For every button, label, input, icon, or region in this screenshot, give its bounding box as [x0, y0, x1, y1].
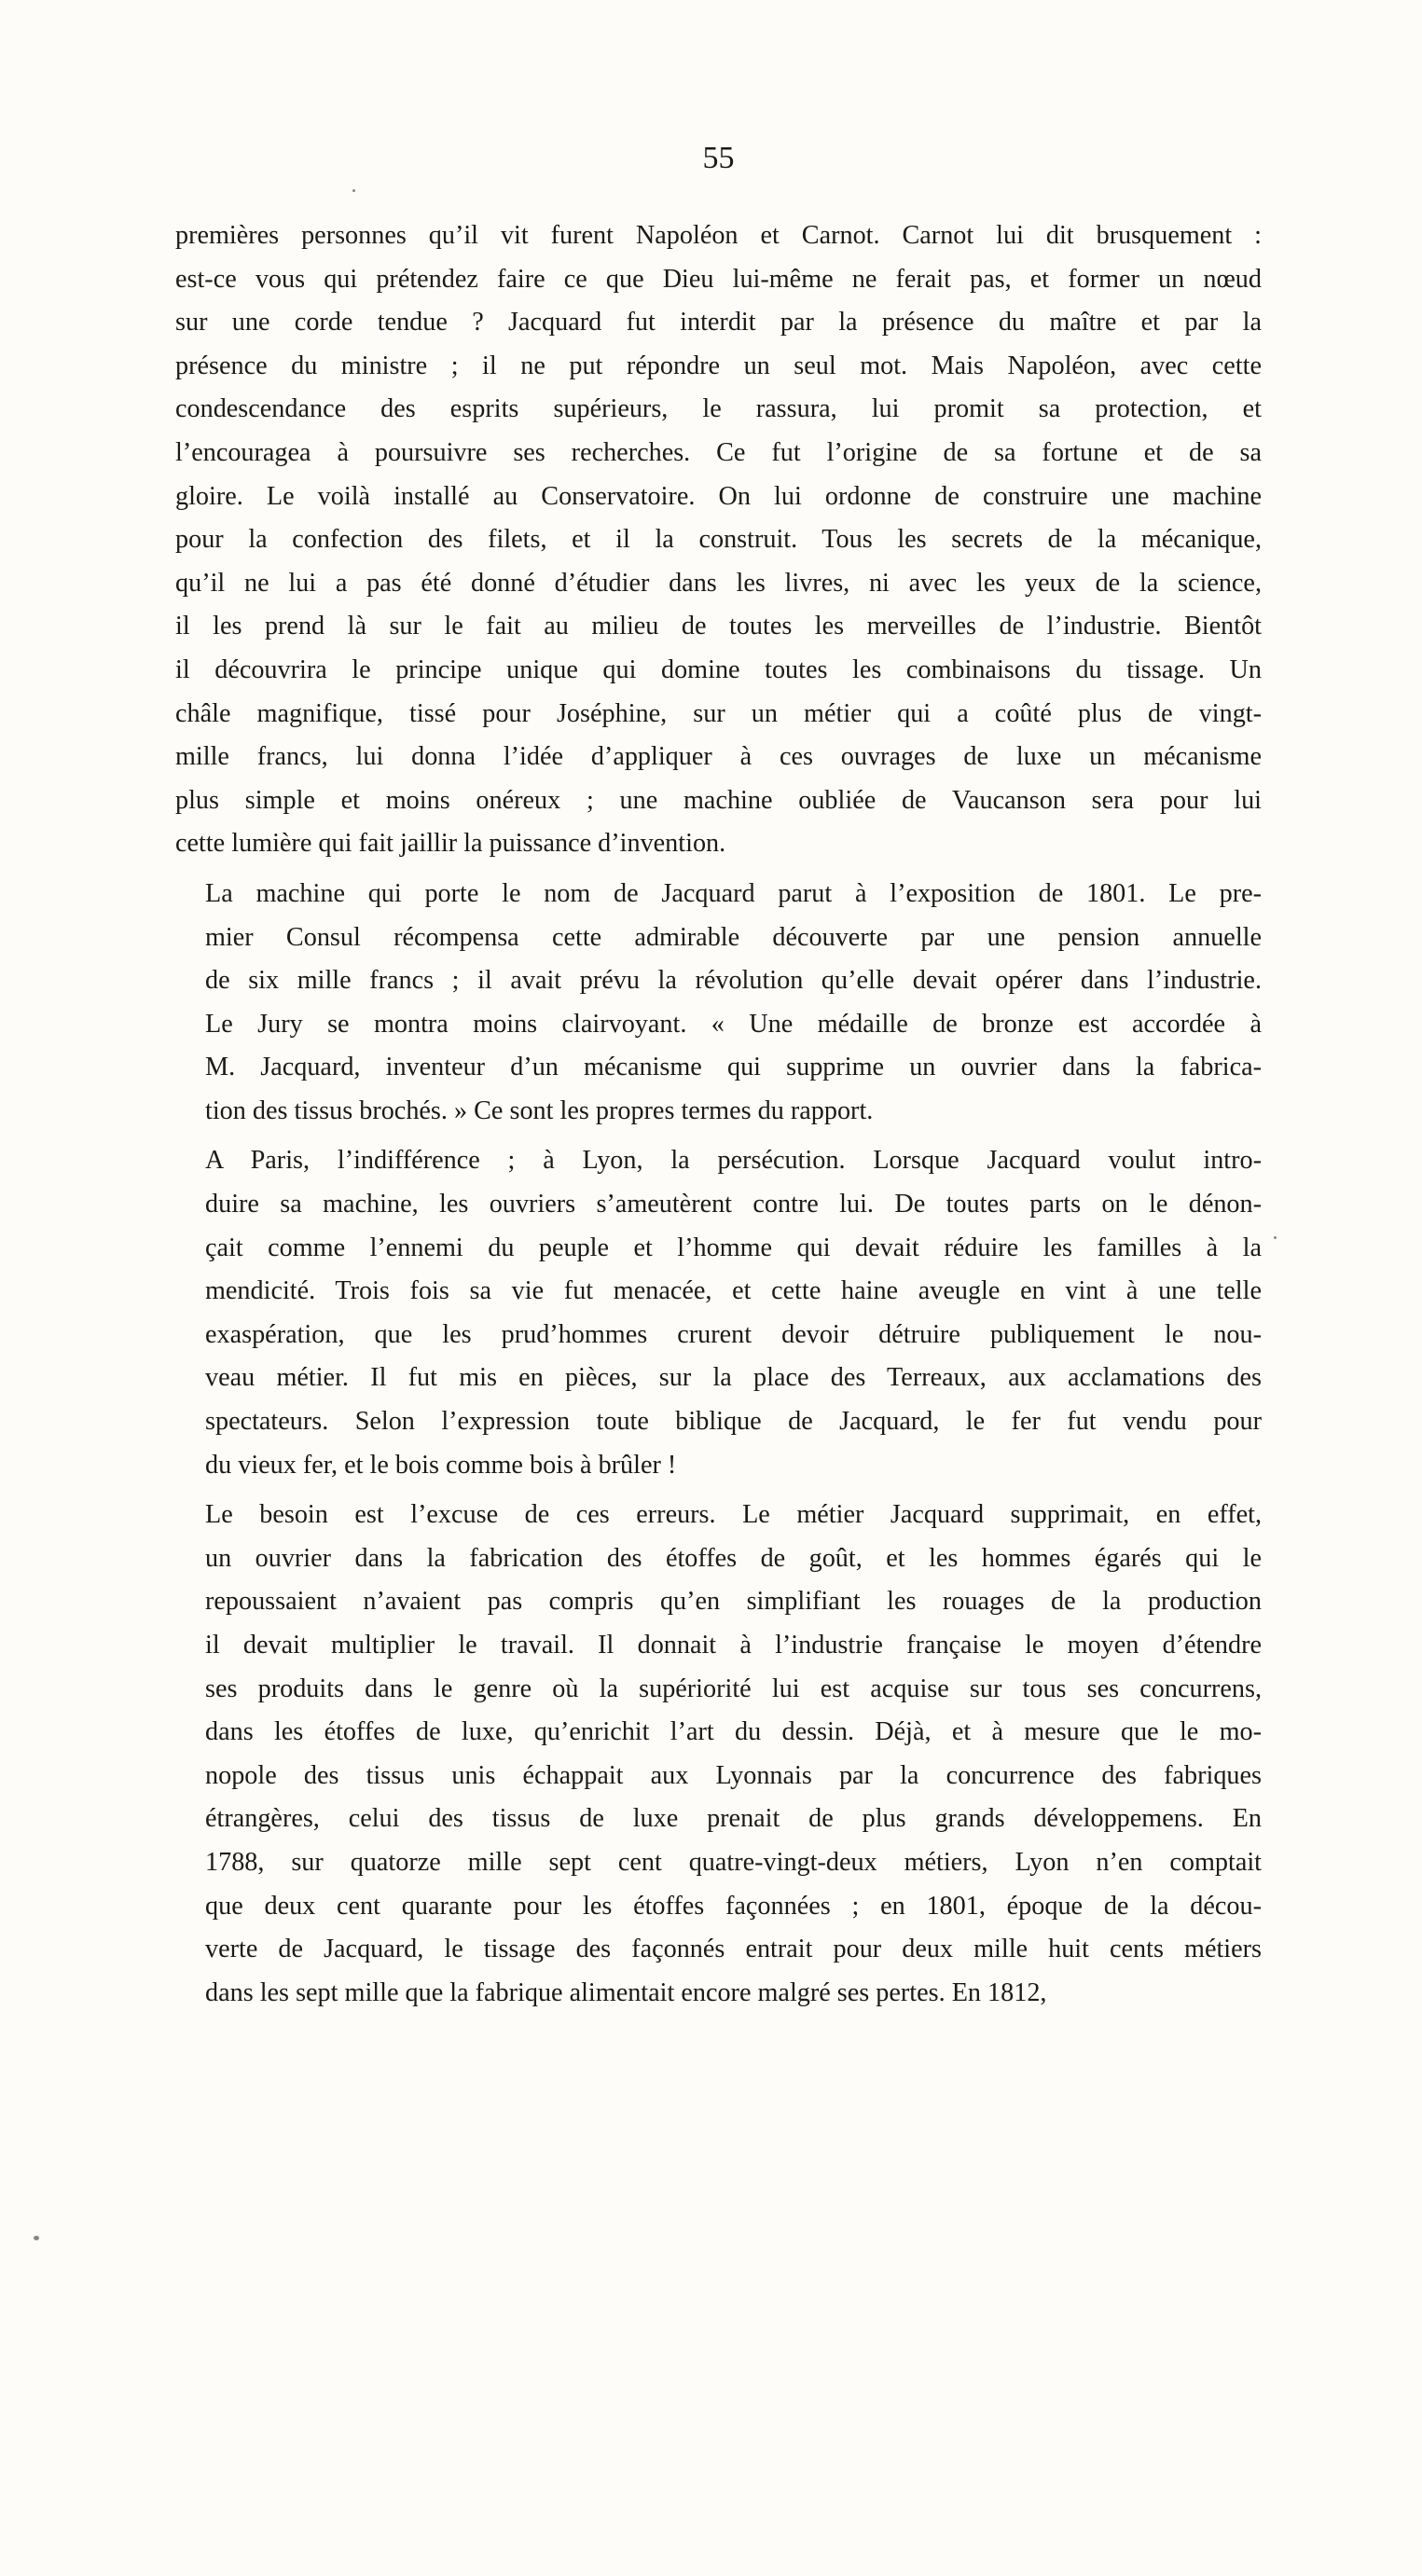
- text-line: premières personnes qu’il vit furent Napoléon et Carnot. Carnot lui dit brusquement :: [175, 221, 1262, 250]
- text-line: mendicité. Trois fois sa vie fut menacée, et cette haine aveugle en vint à une telle: [205, 1276, 1262, 1306]
- text-line: mier Consul récompensa cette admirable découverte par une pension annuelle: [205, 922, 1262, 952]
- text-line: verte de Jacquard, le tissage des façonnés entrait pour deux mille huit cents métiers: [205, 1935, 1262, 1964]
- text-line: repoussaient n’avaient pas compris qu’en simplifiant les rouages de la production: [205, 1587, 1262, 1617]
- text-line: châle magnifique, tissé pour Joséphine, sur un métier qui a coûté plus de vingt-: [175, 698, 1262, 728]
- text-line: çait comme l’ennemi du peuple et l’homme qui devait réduire les familles à la: [205, 1233, 1262, 1262]
- page-number: 55: [702, 141, 735, 175]
- text-line: 1788, sur quatorze mille sept cent quatre-vingt-deux métiers, Lyon n’en comptait: [205, 1847, 1262, 1877]
- text-line: tion des tissus brochés. » Ce sont les propres termes du rapport.: [205, 1095, 874, 1125]
- text-line: La machine qui porte le nom de Jacquard parut à l’exposition de 1801. Le pre-: [205, 878, 1262, 908]
- text-line: Le besoin est l’excuse de ces erreurs. Le métier Jacquard supprimait, en effet,: [205, 1500, 1262, 1530]
- text-line: duire sa machine, les ouvriers s’ameutèrent contre lui. De toutes parts on le dénon-: [205, 1190, 1262, 1219]
- text-line: mille francs, lui donna l’idée d’appliquer à ces ouvrages de luxe un mécanisme: [175, 742, 1262, 772]
- text-line: dans les étoffes de luxe, qu’enrichit l’art du dessin. Déjà, et à mesure que le mo-: [205, 1717, 1262, 1747]
- scan-speck: [352, 189, 355, 192]
- text-line: est-ce vous qui prétendez faire ce que Dieu lui-même ne ferait pas, et former un nœud: [175, 264, 1262, 294]
- text-line: qu’il ne lui a pas été donné d’étudier dans les livres, ni avec les yeux de la science,: [175, 568, 1262, 598]
- paragraph: [175, 214, 1262, 866]
- text-line: nopole des tissus unis échappait aux Lyonnais par la concurrence des fabriques: [205, 1760, 1262, 1790]
- text-line: un ouvrier dans la fabrication des étoffes de goût, et les hommes égarés qui le: [205, 1543, 1262, 1573]
- text-line: dans les sept mille que la fabrique alimentait encore malgré ses pertes. En 1812,: [205, 1977, 1047, 2007]
- text-line: sur une corde tendue ? Jacquard fut interdit par la présence du maître et par la: [175, 308, 1262, 337]
- text-line: étrangères, celui des tissus de luxe prenait de plus grands développemens. En: [205, 1804, 1262, 1834]
- text-line: A Paris, l’indifférence ; à Lyon, la persécution. Lorsque Jacquard voulut intro-: [205, 1146, 1262, 1176]
- text-line: M. Jacquard, inventeur d’un mécanisme qui supprime un ouvrier dans la fabrica-: [205, 1053, 1262, 1082]
- paragraph: [175, 1139, 1262, 1487]
- text-line: présence du ministre ; il ne put répondre un seul mot. Mais Napoléon, avec cette: [175, 351, 1262, 380]
- text-line: condescendance des esprits supérieurs, le rassura, lui promit sa protection, et: [175, 394, 1262, 424]
- body-text: [175, 214, 1262, 2021]
- text-line: spectateurs. Selon l’expression toute biblique de Jacquard, le fer fut vendu pour: [205, 1407, 1262, 1437]
- text-line: ses produits dans le genre où la supériorité lui est acquise sur tous ses concurrens,: [205, 1674, 1262, 1703]
- text-line: de six mille francs ; il avait prévu la révolution qu’elle devait opérer dans l’industrie.: [205, 966, 1262, 996]
- text-line: que deux cent quarante pour les étoffes façonnées ; en 1801, époque de la décou-: [205, 1891, 1262, 1921]
- text-line: il découvrira le principe unique qui domine toutes les combinaisons du tissage. Un: [175, 654, 1262, 684]
- text-line: cette lumière qui fait jaillir la puissance d’invention.: [175, 829, 726, 859]
- text-line: il devait multiplier le travail. Il donnait à l’industrie française le moyen d’étendre: [205, 1631, 1262, 1660]
- text-line: Le Jury se montra moins clairvoyant. « Une médaille de bronze est accordée à: [205, 1009, 1262, 1039]
- text-line: gloire. Le voilà installé au Conservatoire. On lui ordonne de construire une machine: [175, 481, 1262, 511]
- text-line: plus simple et moins onéreux ; une machine oubliée de Vaucanson sera pour lui: [175, 785, 1262, 815]
- scan-speck: [34, 2236, 39, 2240]
- paragraph: [175, 1494, 1262, 2015]
- paragraph: [175, 873, 1262, 1134]
- text-line: exaspération, que les prud’hommes crurent devoir détruire publiquement le nou-: [205, 1319, 1262, 1349]
- text-line: veau métier. Il fut mis en pièces, sur la place des Terreaux, aux acclamations des: [205, 1363, 1262, 1393]
- text-line: du vieux fer, et le bois comme bois à brûler !: [205, 1450, 677, 1480]
- scan-speck: [1274, 1236, 1277, 1239]
- text-line: l’encouragea à poursuivre ses recherches. Ce fut l’origine de sa fortune et de sa: [175, 437, 1262, 467]
- text-line: il les prend là sur le fait au milieu de toutes les merveilles de l’industrie. Bientôt: [175, 612, 1262, 641]
- text-line: pour la confection des filets, et il la construit. Tous les secrets de la mécanique,: [175, 525, 1262, 555]
